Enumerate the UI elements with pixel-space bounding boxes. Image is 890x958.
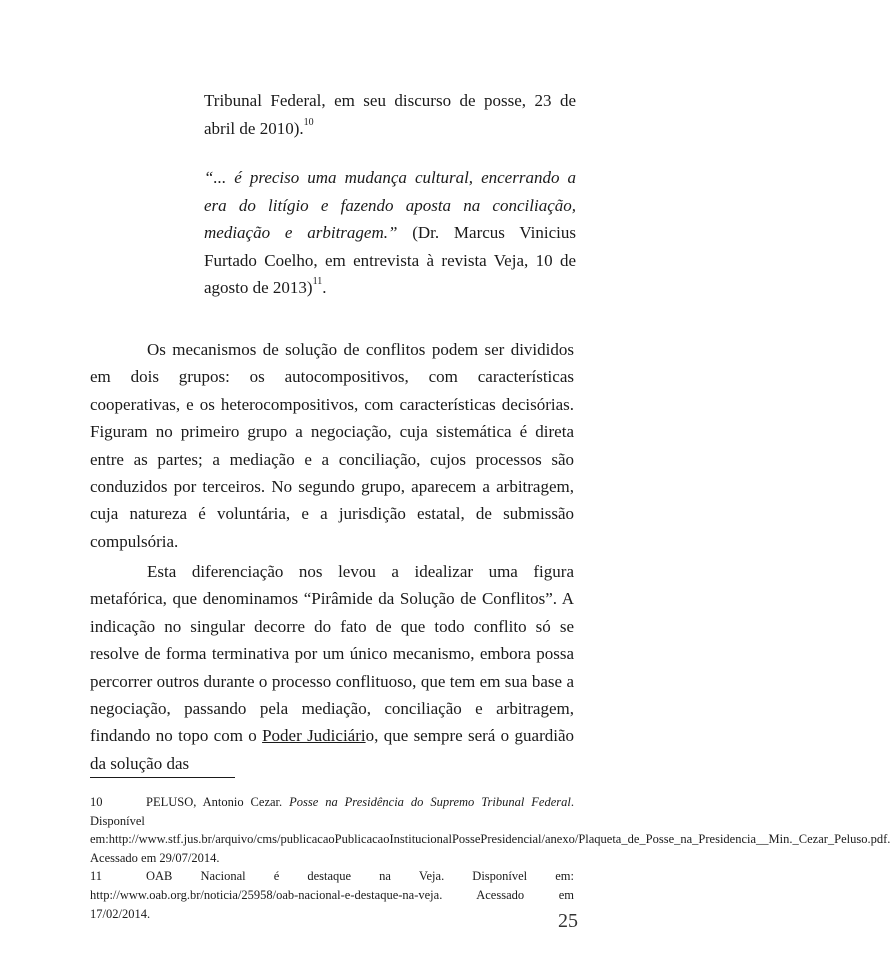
paragraph-1: Os mecanismos de solução de conflitos podem ser divididos em dois grupos: os autocompositivos, com características cooperativas, e os heterocompositivos, com características decisórias. Figuram no primeiro grupo a negociação, cuja sistemática é direta entre as partes; a mediação e a conciliação, cujos processos são conduzidos por terceiros. No segundo grupo, aparecem a arbitragem, cuja natureza é voluntária, e a jurisdição estatal, de submissão compulsória. (90, 340, 574, 551)
quote-1-text: Tribunal Federal, em seu discurso de posse, 23 de abril de 2010). (204, 91, 576, 138)
footnote-separator (90, 777, 235, 778)
footnote-number: 11 (90, 869, 103, 884)
paragraph-2-before: Esta diferenciação nos levou a idealizar uma figura metafórica, que denominamos “Pirâmide da Solução de Conflitos”. A indicação no singular decorre do fato de que todo conflito só se resolve de forma terminativa por um único mecanismo, embora possa percorrer outros durante o processo conflituoso, que tem em sua base a negociação, passando pela mediação, conciliação e arbitragem, findando no topo com o (90, 562, 574, 746)
footnote-text: OAB Nacional é destaque na Veja. Disponível em: http://www.oab.org.br/noticia/25958/oab-nacional-e-destaque-na-veja. Acessado em 17/02/2014. (90, 869, 574, 921)
footnotes (90, 793, 890, 923)
underlined-term: Poder Judiciári (262, 726, 366, 746)
quote-2-attribution: (Dr. Marcus Vinicius Furtado Coelho, em entrevista à revista Veja, 10 de agosto de 2013) (204, 223, 576, 297)
footnote-ref-10: 10 (303, 116, 314, 128)
footnote-number: 10 (90, 795, 103, 809)
footnote-ref-11: 11 (312, 276, 323, 288)
paragraph-2 (90, 558, 574, 777)
footnote-title: Posse na Presidência do Supremo Tribunal Federal (289, 795, 571, 809)
footnote-source: . Disponível em:http://www.stf.jus.br/arquivo/cms/publicacaoPublicacaoInstitucionalPossePresidencial/anexo/Plaqueta_de_Posse_na_Presidencia__Min._Cezar_Peluso.pdf. Acessado em 29/07/2014. (90, 795, 890, 865)
footnote-author: PELUSO, Antonio Cezar. (146, 795, 290, 809)
page-number: 25 (558, 910, 578, 932)
footnote-10 (90, 793, 890, 867)
quote-2-end: . (322, 278, 327, 297)
footnote-11 (90, 867, 574, 923)
block-quote-1 (204, 87, 576, 142)
block-quote-2 (204, 164, 576, 302)
quote-2-italic: “... é preciso uma mudança cultural, encerrando a era do litígio e fazendo aposta na conciliação, mediação e arbitragem.” (204, 168, 576, 242)
paragraph-2-after: o, que sempre será o guardião da solução das (90, 726, 574, 773)
